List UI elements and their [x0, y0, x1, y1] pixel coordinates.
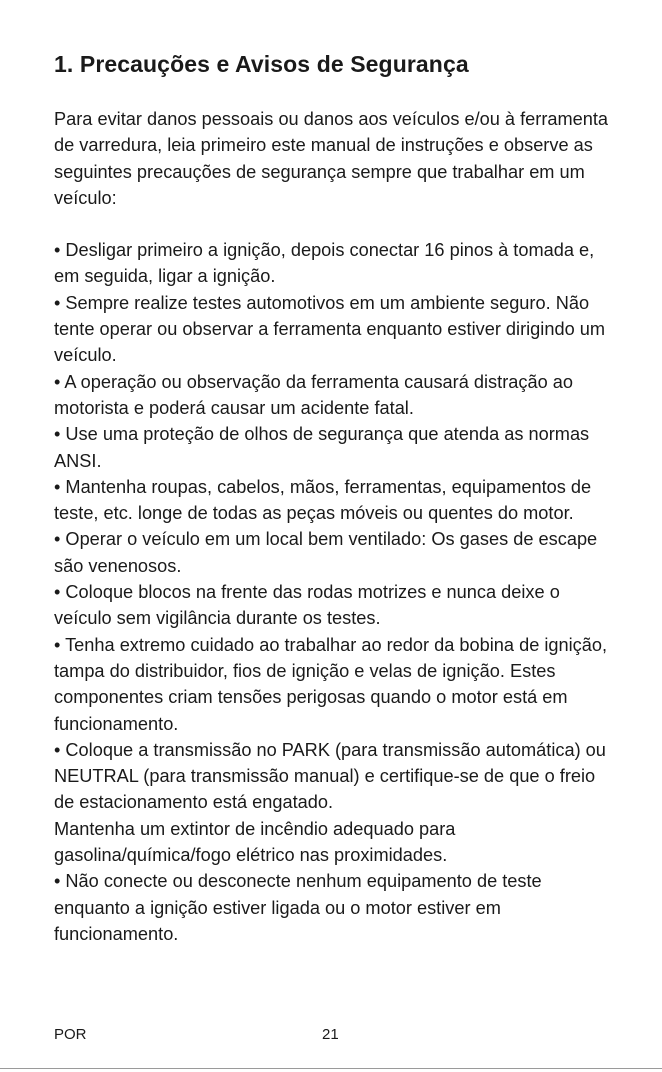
list-item: • Coloque a transmissão no PARK (para transmissão automática) ou NEUTRAL (para transmissão manual) e certifique-se de que o freio de estacionamento está engatado. [54, 739, 606, 813]
footer-language: POR [54, 1026, 87, 1043]
page-number: 21 [322, 1026, 339, 1043]
list-item: • Tenha extremo cuidado ao trabalhar ao redor da bobina de ignição, tampa do distribuidor, fios de ignição e velas de ignição. Estes componentes criam tensões perigosas quando o motor está em funcionamento. [54, 634, 608, 734]
list-item: • Mantenha roupas, cabelos, mãos, ferramentas, equipamentos de teste, etc. longe de todas as peças móveis ou quentes do motor. [54, 476, 592, 524]
section-title: 1. Precauções e Avisos de Segurança [54, 51, 469, 77]
intro-paragraph: Para evitar danos pessoais ou danos aos veículos e/ou à ferramenta de varredura, leia primeiro este manual de instruções e observe as seguintes precauções de segurança sempre que trabalhar em um veículo: [54, 109, 609, 208]
precautions-list [54, 237, 614, 947]
list-item: • Desligar primeiro a ignição, depois conectar 16 pinos à tomada e, em seguida, ligar a ignição. [54, 240, 595, 287]
list-item: • Coloque blocos na frente das rodas motrizes e nunca deixe o veículo sem vigilância durante os testes. [54, 582, 560, 629]
page-footer [54, 1026, 614, 1046]
document-page [54, 48, 614, 947]
list-item: • A operação ou observação da ferramenta causará distração ao motorista e poderá causar um acidente fatal. [54, 371, 573, 418]
bottom-divider [0, 1068, 662, 1069]
list-item: • Não conecte ou desconecte nenhum equipamento de teste enquanto a ignição estiver ligada ou o motor estiver em funcionamento. [54, 871, 542, 944]
list-item: • Operar o veículo em um local bem ventilado: Os gases de escape são venenosos. [54, 529, 598, 576]
list-item: • Use uma proteção de olhos de segurança que atenda as normas ANSI. [54, 424, 590, 471]
list-item: Mantenha um extintor de incêndio adequado para gasolina/química/fogo elétrico nas proximidades. [54, 818, 456, 866]
list-item: • Sempre realize testes automotivos em um ambiente seguro. Não tente operar ou observar a ferramenta enquanto estiver dirigindo um veículo. [54, 292, 605, 366]
